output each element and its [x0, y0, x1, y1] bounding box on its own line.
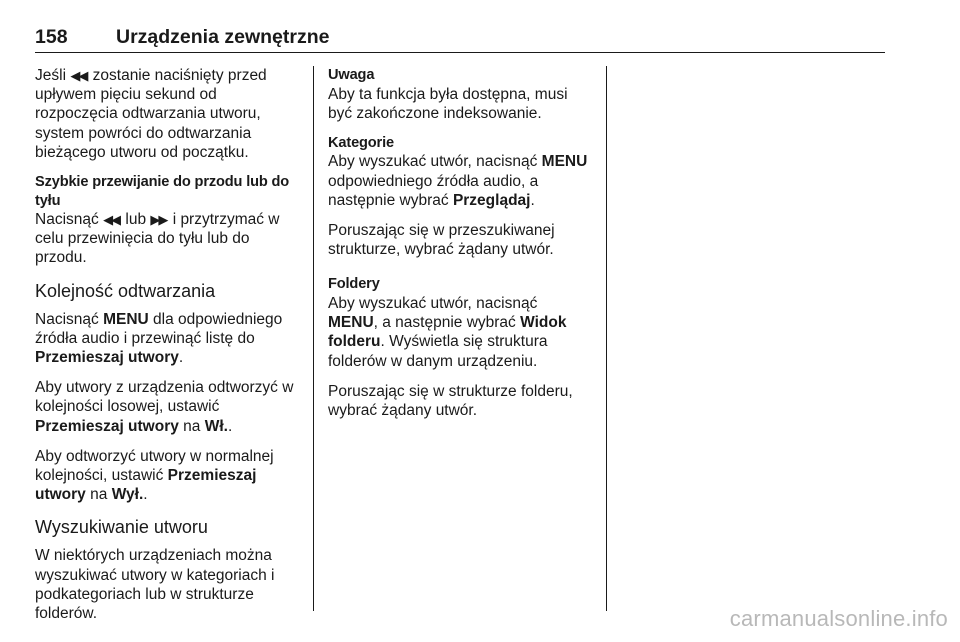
watermark: carmanualsonline.info — [729, 606, 948, 631]
column-divider — [606, 66, 607, 611]
note-title: Uwaga — [328, 67, 375, 83]
paragraph-categories-2: Poruszając się w przeszukiwanej strukturze, wybrać żądany utwór. — [328, 222, 555, 259]
paragraph-search: W niektórych urządzeniach można wyszukiwać utwory w kategoriach i podkategoriach lub w strukturze folderów. — [35, 547, 275, 623]
paragraph-categories-1: Aby wyszukać utwór, nacisnąć MENU odpowiedniego źródła audio, a następnie wybrać Przeglądaj. — [328, 153, 588, 209]
heading-categories: Kategorie — [328, 134, 394, 151]
heading-track-search: Wyszukiwanie utworu — [35, 517, 208, 538]
column-divider — [313, 66, 314, 611]
chapter-title: Urządzenia zewnętrzne — [116, 26, 330, 48]
heading-play-order: Kolejność odtwarzania — [35, 280, 216, 301]
column-left — [35, 66, 301, 634]
paragraph-folders-1: Aby wyszukać utwór, nacisnąć MENU, a następnie wybrać Widok folderu. Wyświetla się struktura folderów w danym urządzeniu. — [328, 294, 567, 370]
previous-track-icon: ◀◀ — [70, 68, 87, 83]
paragraph-order-1: Nacisnąć MENU dla odpowiedniego źródła audio i przewinąć listę do Przemieszaj utwory. — [35, 310, 283, 367]
column-middle — [328, 66, 590, 431]
paragraph-fast-forward: Nacisnąć ◀◀ lub ▶▶ i przytrzymać w celu przewinięcia do tyłu lub do przodu. — [35, 211, 280, 267]
note-text: Aby ta funkcja była dostępna, musi być zakończone indeksowanie. — [328, 85, 568, 122]
next-track-icon: ▶▶ — [150, 212, 167, 228]
heading-folders: Foldery — [328, 276, 380, 293]
heading-fast-forward: Szybkie przewijanie do przodu lub do tyłu — [35, 174, 290, 209]
note-box — [328, 66, 590, 123]
previous-track-icon: ◀◀ — [103, 212, 120, 228]
paragraph-order-3: Aby odtworzyć utwory w normalnej kolejności, ustawić Przemieszaj utwory na Wył.. — [35, 447, 274, 504]
paragraph-order-2: Aby utwory z urządzenia odtworzyć w kolejności losowej, ustawić Przemieszaj utwory na Wł.. — [35, 379, 294, 435]
page-number: 158 — [35, 26, 68, 48]
paragraph-previous-track: Jeśli ◀◀ zostanie naciśnięty przed upływem pięciu sekund od rozpoczęcia odtwarzania utworu, system powróci do odtwarzania bieżącego utworu od początku. — [35, 67, 267, 161]
paragraph-folders-2: Poruszając się w strukturze folderu, wybrać żądany utwór. — [328, 382, 573, 419]
page-header — [35, 25, 885, 53]
